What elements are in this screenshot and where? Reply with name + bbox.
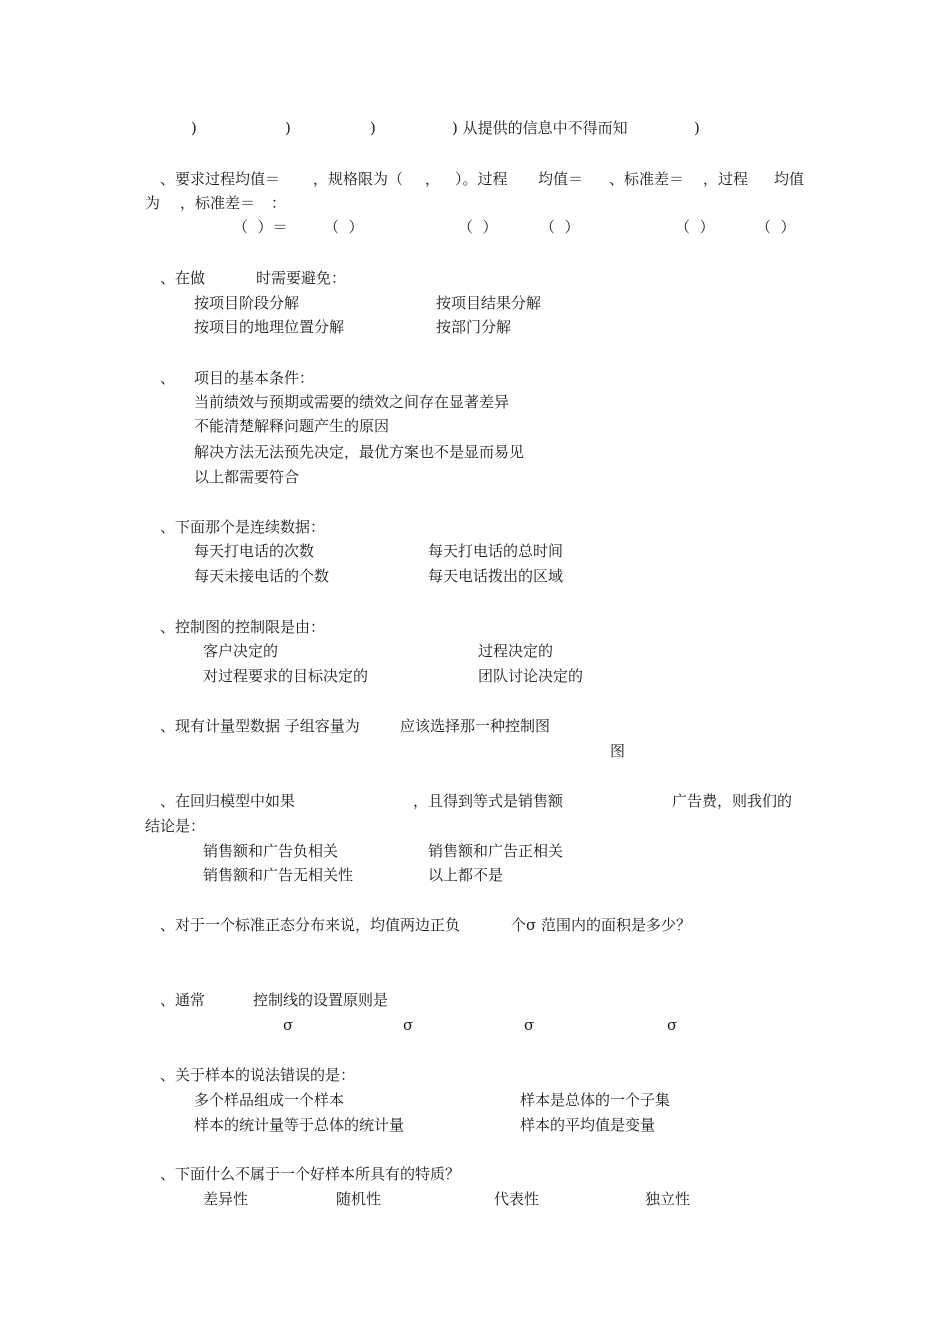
q1-option-b: （ ）: [324, 218, 364, 236]
q4-option-c: 每天未接电话的个数: [194, 567, 330, 585]
q0-option-a: ): [191, 119, 197, 137]
q1-option-f: （ ）: [756, 218, 796, 236]
q7-option-a: 销售额和广告负相关: [203, 842, 339, 860]
q7-option-b: 销售额和广告正相关: [428, 842, 564, 860]
q5-option-a: 客户决定的: [203, 642, 279, 660]
q11-option-c: 代表性: [494, 1190, 540, 1208]
q10-option-b: 样本是总体的一个子集: [520, 1091, 671, 1109]
q9-stem-a: 、通常: [160, 991, 206, 1009]
q10-option-a: 多个样品组成一个样本: [194, 1091, 345, 1109]
q4-option-b: 每天打电话的总时间: [428, 542, 564, 560]
q1-stem-line2-b: ，标准差＝: [180, 194, 256, 212]
q3-option-a: 当前绩效与预期或需要的绩效之间存在显著差异: [194, 393, 510, 411]
q10-stem: 、关于样本的说法错误的是：: [160, 1066, 356, 1084]
q11-option-d: 独立性: [645, 1190, 691, 1208]
q9-option-b: σ: [403, 1016, 414, 1034]
q1-option-c: （ ）: [458, 218, 498, 236]
q2-option-a: 按项目阶段分解: [194, 294, 300, 312]
q1-stem-c: ，: [425, 170, 441, 188]
q6-stem-a: 、现有计量型数据 子组容量为: [160, 717, 360, 735]
q7-option-d: 以上都不是: [428, 866, 504, 884]
q7-stem-a: 、在回归模型中如果: [160, 792, 296, 810]
q9-stem-b: 控制线的设置原则是: [253, 991, 389, 1009]
q9-option-c: σ: [524, 1016, 535, 1034]
q5-stem: 、控制图的控制限是由：: [160, 618, 326, 636]
q7-stem-b: ，且得到等式是销售额: [413, 792, 564, 810]
q4-option-d: 每天电话拨出的区域: [428, 567, 564, 585]
q1-stem-line2-a: 为: [145, 194, 161, 212]
q5-option-c: 对过程要求的目标决定的: [203, 667, 369, 685]
q7-stem-c: 广告费，则我们的: [672, 792, 793, 810]
q0-option-b: ): [285, 119, 291, 137]
q1-stem-line2-c: ：: [271, 194, 287, 212]
q2-stem: 时需要避免：: [256, 269, 347, 287]
q1-option-d: （ ）: [540, 218, 580, 236]
q10-option-d: 样本的平均值是变量: [520, 1116, 656, 1134]
q1-option-e: （ ）: [675, 218, 715, 236]
q2-option-d: 按部门分解: [436, 318, 512, 336]
q3-stem: 项目的基本条件：: [194, 369, 315, 387]
q11-option-a: 差异性: [203, 1190, 249, 1208]
q2-stem-prefix: 、在做: [160, 269, 206, 287]
q1-stem-h: 均值: [774, 170, 805, 188]
q1-option-a: （ ）＝: [233, 218, 288, 236]
q7-stem-d: 结论是：: [145, 817, 206, 835]
q5-option-b: 过程决定的: [478, 642, 554, 660]
q3-option-d: 以上都需要符合: [194, 468, 300, 486]
q1-stem-e: 均值＝: [538, 170, 584, 188]
q6-option: 图: [610, 742, 626, 760]
q4-stem: 、下面那个是连续数据：: [160, 518, 326, 536]
q4-option-a: 每天打电话的次数: [194, 542, 315, 560]
q1-stem-g: ，过程: [703, 170, 749, 188]
q3-stem-prefix: 、: [160, 369, 176, 387]
q11-stem: 、下面什么不属于一个好样本所具有的特质？: [160, 1165, 461, 1183]
q8-stem-b: 个σ 范围内的面积是多少？: [511, 916, 692, 934]
q1-stem-b: ，规格限为（: [313, 170, 404, 188]
q0-option-e: ): [694, 119, 700, 137]
q1-stem-f: 、标准差＝: [609, 170, 685, 188]
q1-stem-a: 、要求过程均值＝: [160, 170, 281, 188]
q0-option-d: ) 从提供的信息中不得而知: [452, 119, 628, 137]
q1-stem-d: ）。过程: [455, 170, 508, 188]
q8-stem-a: 、对于一个标准正态分布来说，均值两边正负: [160, 916, 461, 934]
q3-option-b: 不能清楚解释问题产生的原因: [194, 417, 390, 435]
q5-option-d: 团队讨论决定的: [478, 667, 584, 685]
q7-option-c: 销售额和广告无相关性: [203, 866, 354, 884]
q2-option-b: 按项目结果分解: [436, 294, 542, 312]
q9-option-d: σ: [667, 1016, 678, 1034]
q11-option-b: 随机性: [336, 1190, 382, 1208]
q9-option-a: σ: [283, 1016, 294, 1034]
q6-stem-b: 应该选择那一种控制图: [400, 717, 551, 735]
q2-option-c: 按项目的地理位置分解: [194, 318, 345, 336]
q0-option-c: ): [370, 119, 376, 137]
q10-option-c: 样本的统计量等于总体的统计量: [194, 1116, 405, 1134]
q3-option-c: 解决方法无法预先决定，最优方案也不是显而易见: [194, 443, 525, 461]
